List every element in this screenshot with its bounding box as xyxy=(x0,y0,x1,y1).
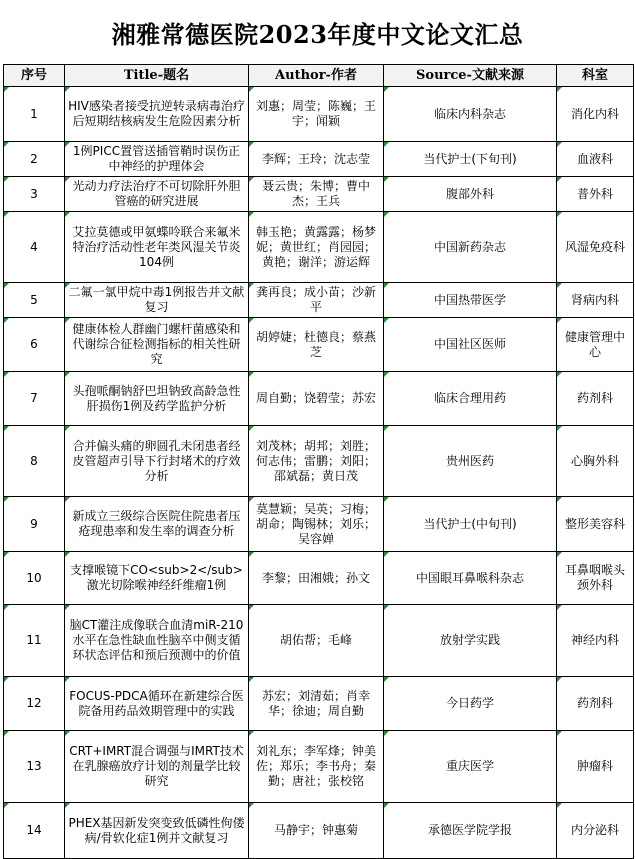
cell-index: 10 xyxy=(4,552,65,605)
cell-department: 耳鼻咽喉头颈外科 xyxy=(557,552,634,605)
cell-index: 6 xyxy=(4,318,65,372)
cell-department: 神经内科 xyxy=(557,605,634,677)
table-row xyxy=(4,731,634,803)
cell-department: 消化内科 xyxy=(557,87,634,142)
cell-title: HIV感染者接受抗逆转录病毒治疗后短期结核病发生危险因素分析 xyxy=(65,87,249,142)
table-row xyxy=(4,803,634,859)
cell-index: 9 xyxy=(4,497,65,552)
cell-source: 腹部外科 xyxy=(384,177,557,212)
cell-title: CRT+IMRT混合调强与IMRT技术在乳腺癌放疗计划的剂量学比较研究 xyxy=(65,731,249,803)
cell-author: 胡佑帮；毛峰 xyxy=(249,605,384,677)
cell-author: 马静宇；钟惠菊 xyxy=(249,803,384,859)
cell-author: 韩玉艳；黄露露；杨梦妮；黄世红；肖园园；黄艳；谢洋；游运辉 xyxy=(249,212,384,283)
cell-title: 1例PICC置管送插管鞘时误伤正中神经的护理体会 xyxy=(65,142,249,177)
cell-index: 8 xyxy=(4,426,65,497)
cell-title: 光动力疗法治疗不可切除肝外胆管癌的研究进展 xyxy=(65,177,249,212)
cell-department: 肾病内科 xyxy=(557,283,634,318)
cell-department: 风湿免疫科 xyxy=(557,212,634,283)
cell-source: 贵州医药 xyxy=(384,426,557,497)
cell-department: 内分泌科 xyxy=(557,803,634,859)
table-row xyxy=(4,426,634,497)
header-index: 序号 xyxy=(4,65,65,87)
cell-index: 1 xyxy=(4,87,65,142)
table-row xyxy=(4,87,634,142)
table-row xyxy=(4,283,634,318)
cell-index: 3 xyxy=(4,177,65,212)
cell-department: 整形美容科 xyxy=(557,497,634,552)
cell-department: 肿瘤科 xyxy=(557,731,634,803)
cell-title: PHEX基因新发突变致低磷性佝偻病/骨软化症1例并文献复习 xyxy=(65,803,249,859)
cell-index: 4 xyxy=(4,212,65,283)
header-department: 科室 xyxy=(557,65,634,87)
cell-source: 今日药学 xyxy=(384,677,557,731)
cell-source: 重庆医学 xyxy=(384,731,557,803)
table-row xyxy=(4,177,634,212)
page-title: 湘雅常德医院2023年度中文论文汇总 xyxy=(111,19,524,49)
table-row xyxy=(4,552,634,605)
cell-author: 聂云贵；朱博；曹中杰；王兵 xyxy=(249,177,384,212)
cell-index: 7 xyxy=(4,372,65,426)
table-row xyxy=(4,677,634,731)
cell-source: 承德医学院学报 xyxy=(384,803,557,859)
cell-title: 新成立三级综合医院住院患者压疮现患率和发生率的调查分析 xyxy=(65,497,249,552)
table-row xyxy=(4,212,634,283)
cell-index: 11 xyxy=(4,605,65,677)
cell-source: 中国新药杂志 xyxy=(384,212,557,283)
cell-source: 中国热带医学 xyxy=(384,283,557,318)
cell-title: 二氟一氯甲烷中毒1例报告并文献复习 xyxy=(65,283,249,318)
header-author: Author-作者 xyxy=(249,65,384,87)
cell-title: 健康体检人群幽门螺杆菌感染和代谢综合征检测指标的相关性研究 xyxy=(65,318,249,372)
cell-author: 苏宏；刘清茹；肖幸华；徐迪；周自勤 xyxy=(249,677,384,731)
header-row xyxy=(4,65,634,87)
cell-author: 龚再良；成小苗；沙新平 xyxy=(249,283,384,318)
cell-index: 12 xyxy=(4,677,65,731)
cell-author: 刘惠；周莹；陈巍；王宇；闻颖 xyxy=(249,87,384,142)
cell-department: 心胸外科 xyxy=(557,426,634,497)
cell-index: 5 xyxy=(4,283,65,318)
header-title: Title-题名 xyxy=(65,65,249,87)
table-row xyxy=(4,372,634,426)
cell-author: 莫慧颖；吴英；习梅；胡命；陶锡林；刘乐；吴容婵 xyxy=(249,497,384,552)
cell-source: 临床合理用药 xyxy=(384,372,557,426)
cell-source: 放射学实践 xyxy=(384,605,557,677)
cell-author: 周自勤；饶碧莹；苏宏 xyxy=(249,372,384,426)
cell-title: 支撑喉镜下CO<sub>2</sub>激光切除喉神经纤维瘤1例 xyxy=(65,552,249,605)
cell-title: 头孢哌酮钠舒巴坦钠致高龄急性肝损伤1例及药学监护分析 xyxy=(65,372,249,426)
table-row xyxy=(4,497,634,552)
cell-department: 血液科 xyxy=(557,142,634,177)
cell-department: 健康管理中心 xyxy=(557,318,634,372)
cell-title: 合并偏头痛的卵圆孔未闭患者经皮管超声引导下行封堵术的疗效分析 xyxy=(65,426,249,497)
cell-index: 2 xyxy=(4,142,65,177)
table-row xyxy=(4,142,634,177)
cell-source: 当代护士(下旬刊) xyxy=(384,142,557,177)
cell-source: 当代护士(中旬刊) xyxy=(384,497,557,552)
cell-author: 刘茂林；胡邦；刘胜；何志伟；雷鹏；刘阳；邵斌磊；黄日茂 xyxy=(249,426,384,497)
cell-index: 13 xyxy=(4,731,65,803)
cell-author: 胡婷婕；杜德良；蔡燕芝 xyxy=(249,318,384,372)
cell-source: 中国眼耳鼻喉科杂志 xyxy=(384,552,557,605)
papers-table xyxy=(3,64,634,859)
cell-author: 李黎；田湘娥；孙文 xyxy=(249,552,384,605)
cell-index: 14 xyxy=(4,803,65,859)
cell-title: 脑CT灌注成像联合血清miR-210水平在急性缺血性脑卒中侧支循环状态评估和预后预测中的价值 xyxy=(65,605,249,677)
header-source: Source-文献来源 xyxy=(384,65,557,87)
cell-title: FOCUS-PDCA循环在新建综合医院备用药品效期管理中的实践 xyxy=(65,677,249,731)
cell-department: 药剂科 xyxy=(557,372,634,426)
table-row xyxy=(4,318,634,372)
cell-source: 临床内科杂志 xyxy=(384,87,557,142)
cell-author: 刘礼东；李军烽；钟美佐；郑乐；李书舟；秦勤；唐社；张校铭 xyxy=(249,731,384,803)
cell-department: 药剂科 xyxy=(557,677,634,731)
cell-title: 艾拉莫德或甲氨蝶呤联合来氟米特治疗活动性老年类风湿关节炎104例 xyxy=(65,212,249,283)
cell-department: 普外科 xyxy=(557,177,634,212)
table-row xyxy=(4,605,634,677)
cell-source: 中国社区医师 xyxy=(384,318,557,372)
cell-author: 李辉；王玲；沈志莹 xyxy=(249,142,384,177)
